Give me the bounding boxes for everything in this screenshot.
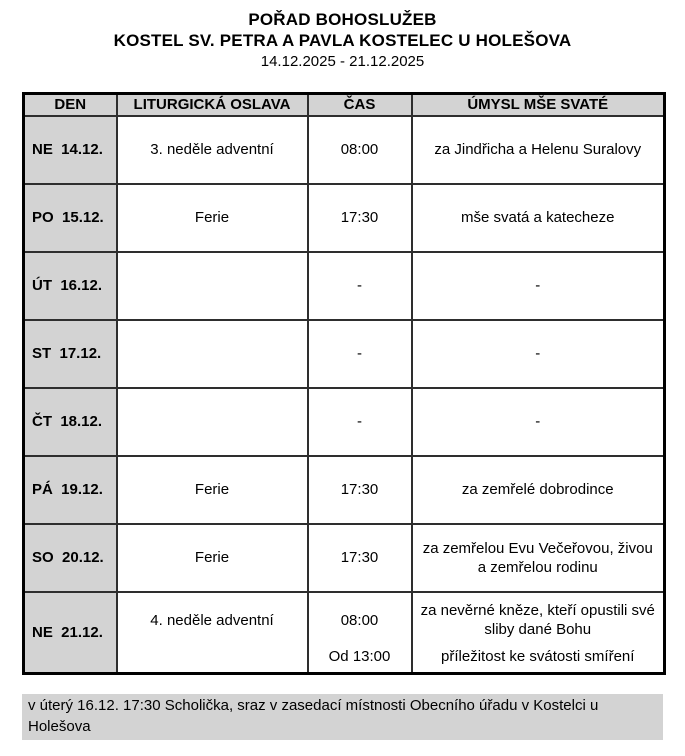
day-cell: PO 15.12. [24, 184, 117, 252]
intention-cell: za zemřelé dobrodince [412, 456, 665, 524]
celebration-cell [117, 592, 308, 674]
day-cell: PÁ 19.12. [24, 456, 117, 524]
day-cell: ST 17.12. [24, 320, 117, 388]
time-cell: 17:30 [308, 524, 412, 592]
table-row [24, 320, 665, 388]
celebration-cell [117, 320, 308, 388]
time-cell [308, 592, 412, 674]
page-subtitle: KOSTEL SV. PETRA A PAVLA KOSTELEC U HOLEŠOVA [113, 31, 572, 50]
date-range: 14.12.2025 - 21.12.2025 [260, 53, 425, 70]
intention-cell: - [412, 252, 665, 320]
table-row [24, 524, 665, 592]
celebration-cell: 3. neděle adventní [117, 116, 308, 184]
time-cell: 17:30 [308, 456, 412, 524]
celebration-text-secondary [122, 648, 303, 669]
celebration-cell: Ferie [117, 184, 308, 252]
day-cell: ÚT 16.12. [24, 252, 117, 320]
column-header-celebration: LITURGICKÁ OSLAVA [117, 94, 308, 116]
column-header-day: DEN [24, 94, 117, 116]
celebration-cell [117, 388, 308, 456]
time-primary: 08:00 [340, 611, 379, 629]
table-row [24, 116, 665, 184]
time-cell: - [308, 320, 412, 388]
time-secondary: Od 13:00 [328, 647, 391, 665]
table-row [24, 184, 665, 252]
table-header-row [24, 94, 665, 116]
intention-cell: za Jindřicha a Helenu Suralovy [412, 116, 665, 184]
page-title: POŘAD BOHOSLUŽEB [248, 10, 437, 29]
intention-cell: za zemřelou Evu Večeřovou, živou a zemřelou rodinu [412, 524, 665, 592]
intention-cell: - [412, 320, 665, 388]
column-header-intention: ÚMYSL MŠE SVATÉ [412, 94, 665, 116]
time-cell: - [308, 388, 412, 456]
table-row [24, 592, 665, 674]
footer-note: v úterý 16.12. 17:30 Scholička, sraz v zasedací místnosti Obecního úřadu v Kostelci u Holešova [22, 694, 663, 740]
day-cell: NE 14.12. [24, 116, 117, 184]
intention-primary: za nevěrné kněze, kteří opustili své sliby dané Bohu [420, 602, 655, 638]
table-row [24, 252, 665, 320]
time-cell: 17:30 [308, 184, 412, 252]
table-row [24, 388, 665, 456]
intention-cell: - [412, 388, 665, 456]
table-row [24, 456, 665, 524]
time-cell: 08:00 [308, 116, 412, 184]
schedule-table [22, 92, 666, 675]
intention-cell: mše svatá a katecheze [412, 184, 665, 252]
column-header-time: ČAS [308, 94, 412, 116]
day-cell: SO 20.12. [24, 524, 117, 592]
time-cell: - [308, 252, 412, 320]
celebration-cell: Ferie [117, 524, 308, 592]
document-header [0, 0, 685, 72]
celebration-text: 4. neděle adventní [150, 611, 274, 629]
celebration-cell: Ferie [117, 456, 308, 524]
intention-cell [412, 592, 665, 674]
intention-secondary: příležitost ke svátosti smíření [441, 647, 635, 665]
day-cell: NE 21.12. [24, 592, 117, 674]
celebration-cell [117, 252, 308, 320]
day-cell: ČT 18.12. [24, 388, 117, 456]
